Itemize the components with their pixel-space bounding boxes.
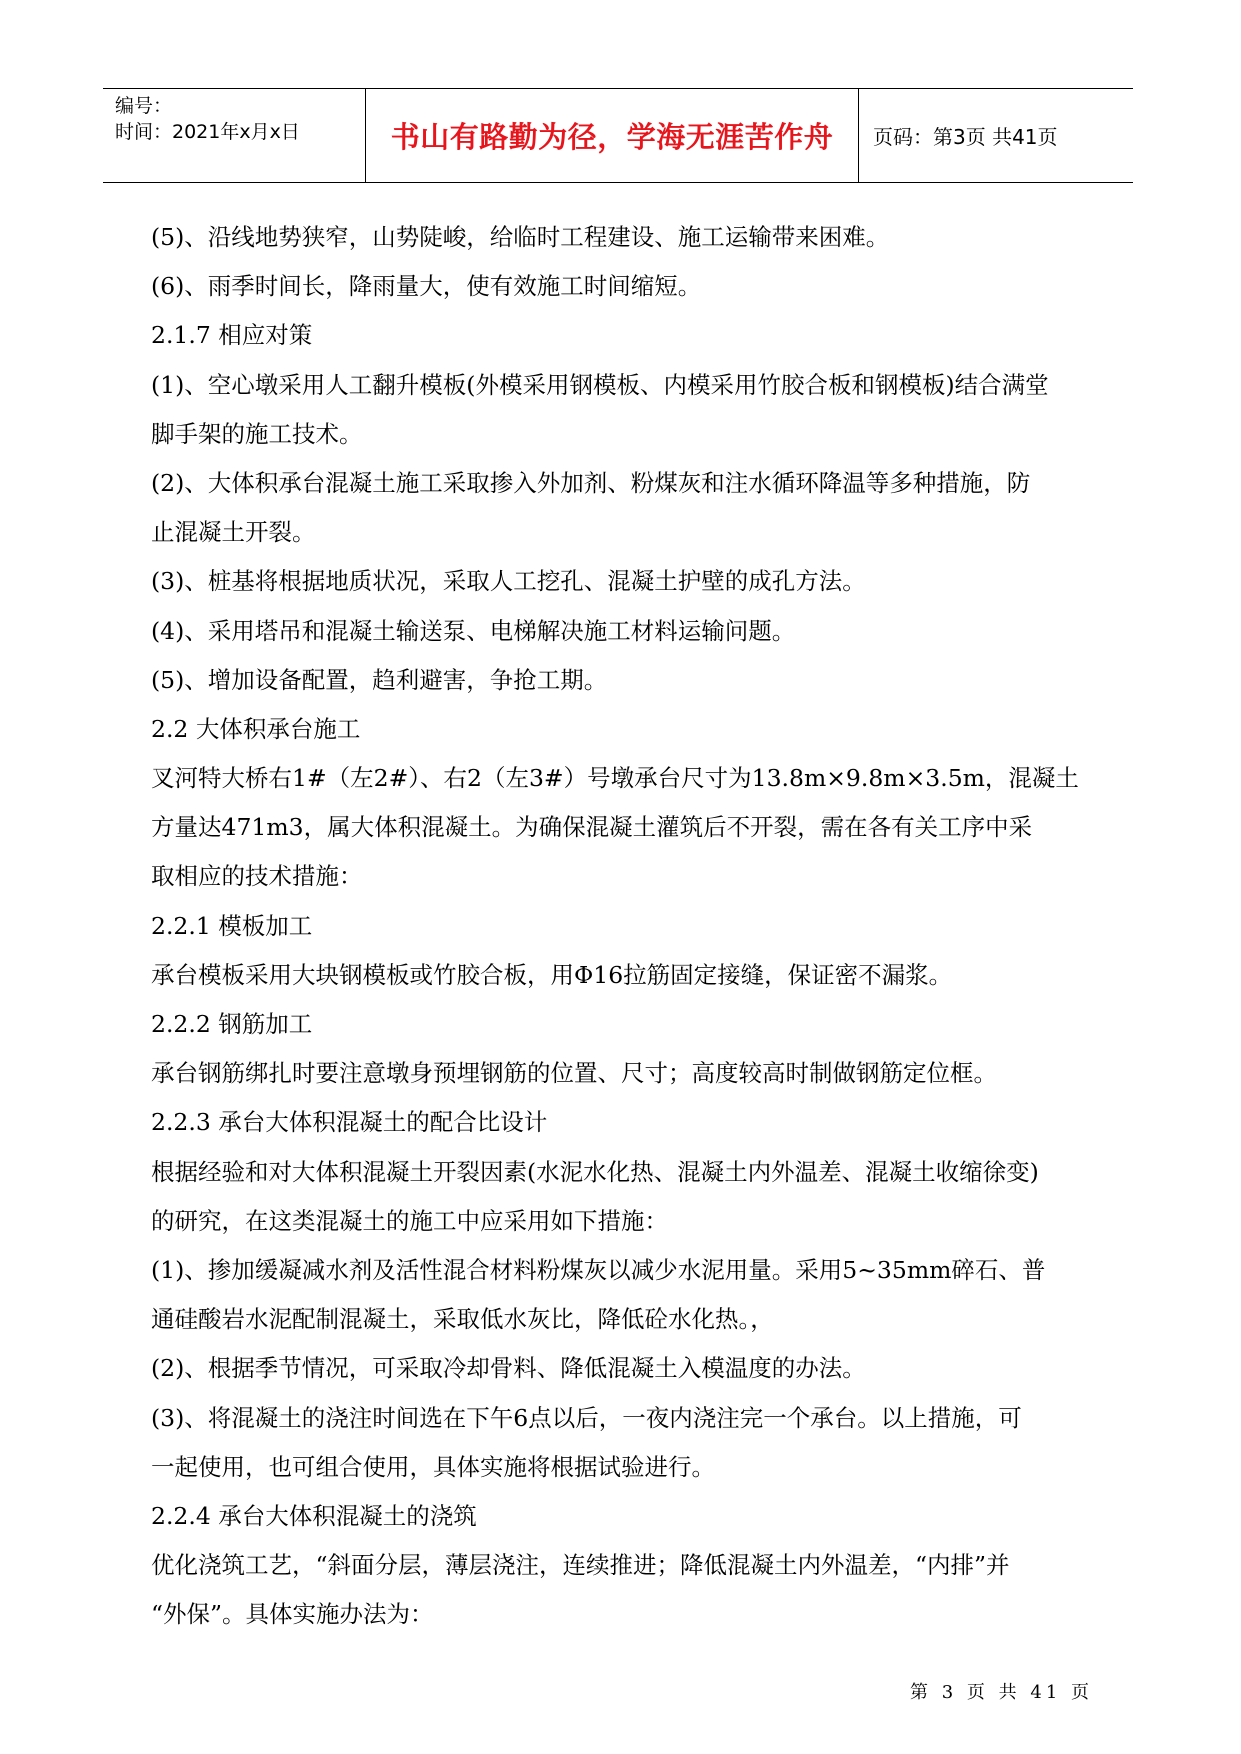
text-line: 2.2 大体积承台施工 [151, 714, 361, 743]
text-line: (4)、采用塔吊和混凝土输送泵、电梯解决施工材料运输问题。 [151, 616, 796, 645]
text-line: (1)、掺加缓凝减水剂及活性混合材料粉煤灰以减少水泥用量。采用5~35mm碎石、普 [151, 1255, 1046, 1284]
text-line: 取相应的技术措施： [151, 862, 363, 891]
text-line: 承台模板采用大块钢模板或竹胶合板，用Φ16拉筋固定接缝，保证密不漏浆。 [151, 960, 953, 989]
text-line: 2.2.3 承台大体积混凝土的配合比设计 [151, 1108, 548, 1137]
text-line: 2.2.2 钢筋加工 [151, 1010, 313, 1038]
text-line: 根据经验和对大体积混凝土开裂因素(水泥水化热、混凝土内外温差、混凝土收缩徐变) [151, 1157, 1039, 1186]
text-line: 2.1.7 相应对策 [151, 321, 313, 350]
text-line: 通硅酸岩水泥配制混凝土，采取低水灰比，降低砼水化热。， [151, 1305, 774, 1334]
text-line: “外保”。具体实施办法为： [151, 1600, 434, 1629]
text-line: 优化浇筑工艺，“斜面分层，薄层浇注，连续推进；降低混凝土内外温差，“内排”并 [151, 1551, 1010, 1580]
header-motto: 书山有路勤为径，学海无涯苦作舟 [366, 89, 859, 182]
text-line: (2)、大体积承台混凝土施工采取掺入外加剂、粉煤灰和注水循环降温等多种措施，防 [151, 468, 1031, 497]
document-number-label: 编号： [115, 95, 173, 117]
document-time: 时间：2021年x月x日 [115, 121, 300, 143]
text-line: 承台钢筋绑扎时要注意墩身预埋钢筋的位置、尺寸；高度较高时制做钢筋定位框。 [151, 1059, 997, 1088]
page-footer: 第 3 页 共 41 页 [910, 1682, 1093, 1703]
text-line: 的研究，在这类混凝土的施工中应采用如下措施： [151, 1206, 668, 1235]
text-line: (6)、雨季时间长，降雨量大，使有效施工时间缩短。 [151, 272, 702, 301]
document-body [151, 213, 1096, 1639]
text-line: 脚手架的施工技术。 [151, 419, 363, 448]
text-line: (3)、将混凝土的浇注时间选在下午6点以后，一夜内浇注完一个承台。以上措施，可 [151, 1403, 1022, 1432]
text-line: (3)、桩基将根据地质状况，采取人工挖孔、混凝土护壁的成孔方法。 [151, 567, 866, 596]
text-line: 2.2.4 承台大体积混凝土的浇筑 [151, 1501, 477, 1530]
text-line: 止混凝土开裂。 [151, 518, 316, 547]
text-line: (5)、沿线地势狭窄，山势陡峻，给临时工程建设、施工运输带来困难。 [151, 223, 890, 251]
header-meta [103, 89, 366, 182]
header-page-info: 页码：第3页 共41页 [873, 125, 1058, 149]
text-line: 方量达471m3，属大体积混凝土。为确保混凝土灌筑后不开裂，需在各有关工序中采 [151, 813, 1033, 842]
text-line: (1)、空心墩采用人工翻升模板(外模采用钢模板、内模采用竹胶合板和钢模板)结合满堂 [151, 370, 1049, 399]
page-header [103, 88, 1133, 183]
text-line: (2)、根据季节情况，可采取冷却骨料、降低混凝土入模温度的办法。 [151, 1354, 866, 1383]
text-line: 叉河特大桥右1#（左2#）、右2（左3#）号墩承台尺寸为13.8m×9.8m×3.5m，混凝土 [151, 764, 1079, 793]
text-line: (5)、增加设备配置，趋利避害，争抢工期。 [151, 665, 608, 694]
text-line: 一起使用，也可组合使用，具体实施将根据试验进行。 [151, 1452, 715, 1481]
text-line: 2.2.1 模板加工 [151, 911, 313, 940]
